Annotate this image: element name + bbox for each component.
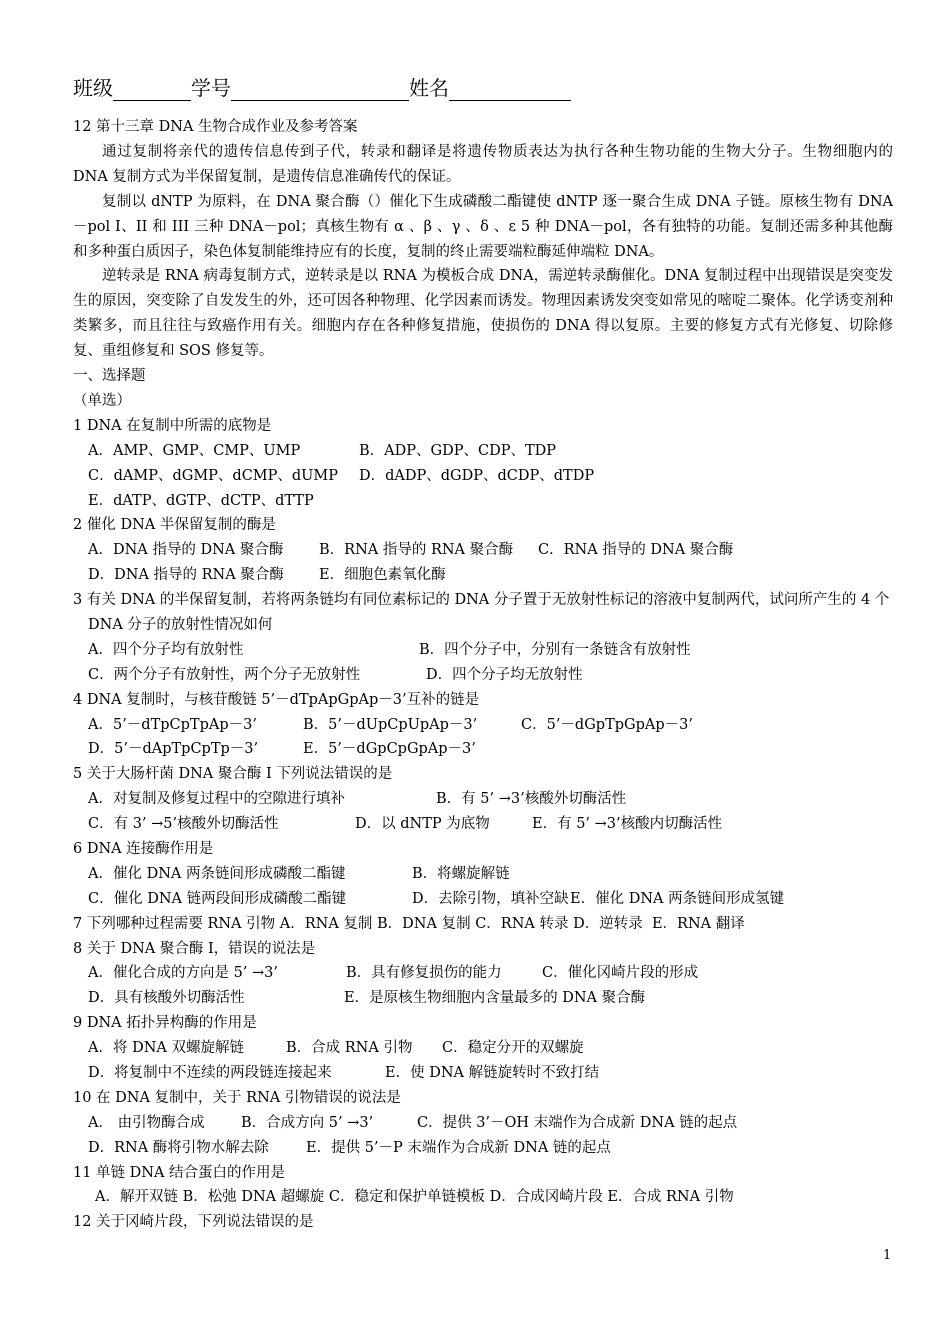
option-row: [73, 1036, 893, 1061]
option-row: [73, 862, 893, 887]
student-id-label: 学号: [191, 76, 231, 100]
option-b: B．合成方向 5’ →3’: [241, 1114, 374, 1131]
option-d: D．RNA 酶将引物水解去除: [88, 1139, 269, 1156]
option-d: D．以 dNTP 为底物: [355, 816, 490, 833]
option-e: E．提供 5’－P 末端作为合成新 DNA 链的起点: [306, 1139, 611, 1156]
option-a: A．AMP、GMP、CMP、UMP: [88, 442, 301, 459]
option-row: [73, 638, 893, 663]
question-text: 7 下列哪种过程需要 RNA 引物: [73, 915, 276, 932]
option-c: C．有 3’ →5’核酸外切酶活性: [88, 816, 279, 833]
page-number: 1: [883, 1248, 892, 1263]
option-b: B．有 5’ →3’核酸外切酶活性: [436, 791, 627, 808]
option-c: C．dAMP、dGMP、dCMP、dUMP: [88, 467, 339, 484]
option-e: E．有 5’ →3’核酸内切酶活性: [532, 816, 723, 833]
option-row: [73, 961, 893, 986]
option-b: B．合成 RNA 引物: [286, 1040, 413, 1057]
option-b: B．RNA 指导的 RNA 聚合酶: [319, 542, 514, 559]
section-heading: 一、选择题: [73, 368, 146, 385]
option-a: A．催化合成的方向是 5’ →3’: [88, 965, 279, 982]
option-e: E．5’－dGpCpGpAp－3’: [303, 741, 476, 758]
option-d: D．合成冈崎片段: [489, 1189, 603, 1206]
subsection-heading: （单选）: [73, 392, 131, 409]
option-d: D．DNA 指导的 RNA 聚合酶: [88, 567, 284, 584]
option-d: D．5’－dApTpCpTp－3’: [88, 741, 259, 758]
option-b: B．ADP、GDP、CDP、TDP: [359, 442, 557, 459]
class-label: 班级: [73, 76, 113, 100]
question-stem: 4 DNA 复制时，与核苷酸链 5’－dTpApGpAp－3’互补的链是: [73, 691, 480, 708]
option-c: C．RNA 转录: [475, 915, 569, 932]
option-c: C．催化冈崎片段的形成: [542, 965, 699, 982]
option-b: B．四个分子中，分别有一条链含有放射性: [419, 641, 691, 658]
question-stem: 1 DNA 在复制中所需的底物是: [73, 417, 272, 434]
question-stem: 2 催化 DNA 半保留复制的酶是: [73, 517, 276, 534]
option-row: [73, 1185, 893, 1210]
option-c: C．两个分子有放射性，两个分子无放射性: [88, 666, 361, 683]
question-stem: 11 单链 DNA 结合蛋白的作用是: [73, 1164, 286, 1181]
option-d: D．将复制中不连续的两段链连接起来: [88, 1065, 332, 1082]
intro-paragraph: 复制以 dNTP 为原料，在 DNA 聚合酶（）催化下生成磷酸二酯键使 dNTP 逐一聚合生成 DNA 子链。原核生物有 DNA－pol I、II 和 III 三种 DNA－pol；真核生物有 α 、β 、γ 、δ 、ε 5 种 DNA－pol，各有独特的功能。复制还需多种其他酶和多种蛋白质因子，染色体复制能维持应有的长度，复制的终止需要端粒酶延伸端粒 DNA。: [73, 193, 893, 260]
question-stem: 9 DNA 拓扑异构酶的作用是: [73, 1015, 257, 1032]
option-a: A．RNA 复制: [279, 915, 373, 932]
option-c: C．RNA 指导的 DNA 聚合酶: [538, 542, 734, 559]
option-row: [73, 563, 893, 588]
option-e: E．细胞色素氧化酶: [319, 567, 446, 584]
option-b: B．5’－dUpCpUpAp－3’: [303, 716, 478, 733]
option-a: A． 由引物酶合成: [88, 1114, 205, 1131]
option-row: [73, 986, 893, 1011]
option-row: [73, 663, 893, 688]
question-stem-inline: [73, 912, 893, 937]
option-b: B．DNA 复制: [377, 915, 471, 932]
option-d: D．具有核酸外切酶活性: [88, 990, 245, 1007]
document-title: 12 第十三章 DNA 生物合成作业及参考答案: [73, 119, 358, 135]
option-row: [73, 737, 893, 762]
option-row: [73, 1111, 893, 1136]
name-blank[interactable]: [449, 80, 571, 101]
option-row: [73, 489, 893, 514]
option-b: B．将螺旋解链: [412, 865, 510, 882]
student-id-blank[interactable]: [231, 80, 409, 101]
option-a: A．将 DNA 双螺旋解链: [88, 1040, 244, 1057]
option-e: E．合成 RNA 引物: [607, 1189, 734, 1206]
option-d: D．四个分子均无放射性: [426, 666, 583, 683]
question-stem: 12 关于冈崎片段，下列说法错误的是: [73, 1214, 314, 1231]
option-row: [73, 887, 893, 912]
option-c: C．稳定和保护单链模板: [328, 1189, 485, 1206]
document-body: [73, 115, 893, 1235]
option-d: D．dADP、dGDP、dCDP、dTDP: [359, 467, 595, 484]
option-row: [73, 812, 893, 837]
option-row: [73, 439, 893, 464]
intro-paragraph: 逆转录是 RNA 病毒复制方式，逆转录是以 RNA 为模板合成 DNA，需逆转录酶催化。DNA 复制过程中出现错误是突变发生的原因，突变除了自发发生的外，还可因各种物理、化学因素而诱发。物理因素诱发突变如常见的嘧啶二聚体。化学诱变剂种类繁多，而且往往与致癌作用有关。细胞内存在各种修复措施，使损伤的 DNA 得以复原。主要的修复方式有光修复、切除修复、重组修复和 SOS 修复等。: [73, 268, 893, 360]
option-d: D．去除引物，填补空缺: [412, 890, 569, 907]
option-e: E．dATP、dGTP、dCTP、dTTP: [88, 492, 314, 509]
option-a: A．解开双链: [95, 1189, 178, 1206]
option-e: E．催化 DNA 两条链间形成氢键: [570, 890, 785, 907]
student-info-header: [73, 72, 571, 101]
question-stem: 3 有关 DNA 的半保留复制，若将两条链均有同位素标记的 DNA 分子置于无放射性标记的溶液中复制两代，试问所产生的 4 个 DNA 分子的放射性情况如何: [73, 592, 890, 633]
option-e: E．RNA 翻译: [651, 915, 745, 932]
option-c: C．5’－dGpTpGpAp－3’: [521, 716, 693, 733]
option-a: A．催化 DNA 两条链间形成磷酸二酯键: [88, 865, 346, 882]
option-e: E．是原核生物细胞内含量最多的 DNA 聚合酶: [344, 990, 646, 1007]
question-stem: 8 关于 DNA 聚合酶 I，错误的说法是: [73, 940, 316, 957]
question-stem: 6 DNA 连接酶作用是: [73, 841, 214, 857]
option-b: B．松弛 DNA 超螺旋: [182, 1189, 325, 1206]
option-a: A．DNA 指导的 DNA 聚合酶: [88, 542, 284, 559]
option-row: [73, 1136, 893, 1161]
option-row: [73, 713, 893, 738]
option-c: C．催化 DNA 链两段间形成磷酸二酯键: [88, 890, 347, 907]
option-row: [73, 538, 893, 563]
option-e: E．使 DNA 解链旋转时不致打结: [385, 1065, 600, 1082]
option-row: [73, 787, 893, 812]
option-c: C．稳定分开的双螺旋: [442, 1040, 584, 1057]
option-d: D．逆转录: [573, 915, 643, 932]
option-a: A．对复制及修复过程中的空隙进行填补: [88, 791, 345, 808]
class-blank[interactable]: [113, 80, 191, 101]
option-row: [73, 464, 893, 489]
question-stem: 10 在 DNA 复制中，关于 RNA 引物错误的说法是: [73, 1089, 401, 1106]
option-a: A．四个分子均有放射性: [88, 641, 244, 658]
option-b: B．具有修复损伤的能力: [346, 965, 502, 982]
option-c: C．提供 3’－OH 末端作为合成新 DNA 链的起点: [417, 1114, 738, 1131]
question-stem: 5 关于大肠杆菌 DNA 聚合酶 I 下列说法错误的是: [73, 766, 393, 783]
name-label: 姓名: [409, 76, 449, 100]
intro-paragraph: 通过复制将亲代的遗传信息传到子代，转录和翻译是将遗传物质表达为执行各种生物功能的生物大分子。生物细胞内的 DNA 复制方式为半保留复制，是遗传信息准确传代的保证。: [73, 143, 893, 185]
option-row: [73, 1061, 893, 1086]
option-a: A．5’－dTpCpTpAp－3’: [88, 716, 257, 733]
